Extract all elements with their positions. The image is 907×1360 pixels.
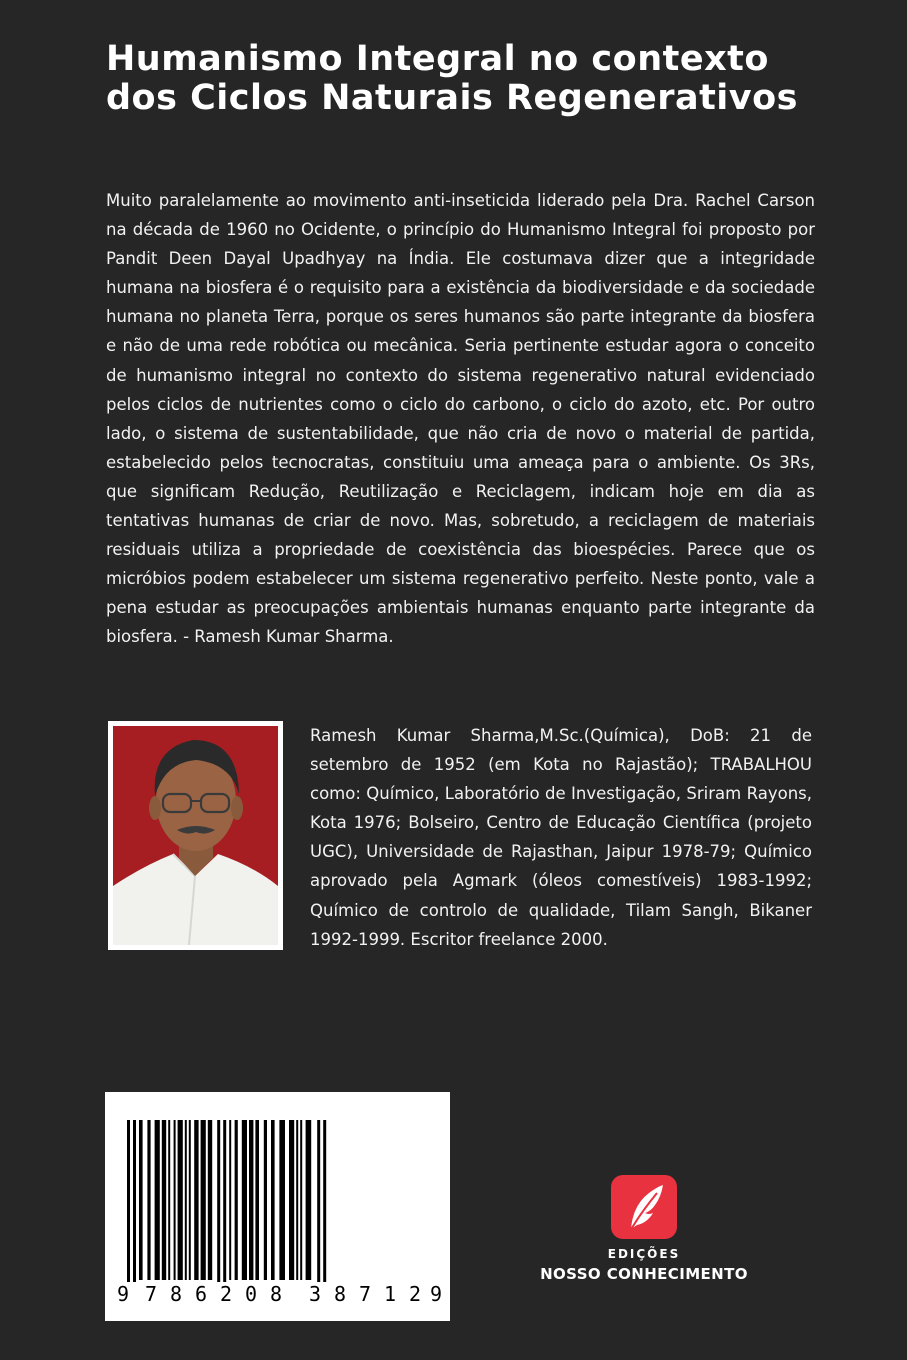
isbn-digit: 3 [309, 1282, 322, 1306]
author-portrait-icon [113, 726, 278, 945]
book-title: Humanismo Integral no contexto dos Ciclos Naturais Regenerativos [106, 39, 798, 118]
feather-icon [611, 1175, 677, 1239]
barcode-bar [133, 1120, 136, 1282]
barcode-bar [185, 1120, 187, 1280]
barcode-bar [217, 1120, 220, 1282]
barcode-bar [223, 1120, 226, 1282]
barcode-bar [264, 1120, 267, 1280]
isbn-number [105, 1282, 450, 1308]
barcode-bar [162, 1120, 166, 1280]
barcode-bar [323, 1120, 326, 1282]
barcode-bar [306, 1120, 312, 1280]
barcode-bar [289, 1120, 294, 1280]
author-biography: Ramesh Kumar Sharma,M.Sc.(Química), DoB: 21 de setembro de 1952 (em Kota no Rajastão); TRABALHOU como: Químico, Laboratório de Investigação, Sriram Rayons, Kota 1976; Bolseiro, Centro de Educação Científica (projeto UGC), Universidade de Rajasthan, Jaipur 1978-79; Químico aprovado pela Agmark (óleos comestíveis) 1983-1992; Químico de controlo de qualidade, Tilam Sangh, Bikaner 1992-1999. Escritor freelance 2000. [310, 726, 812, 949]
publisher-logo [528, 1172, 760, 1292]
barcode-bar [178, 1120, 183, 1280]
isbn-digit: 8 [170, 1282, 183, 1306]
barcode-bar [271, 1120, 275, 1280]
author-photo [108, 721, 283, 950]
isbn-digit: 8 [334, 1282, 347, 1306]
barcode-bar [317, 1120, 320, 1282]
isbn-barcode [105, 1092, 450, 1321]
barcode-bar [249, 1120, 253, 1280]
barcode-bar [168, 1120, 170, 1280]
barcode-bar [139, 1120, 143, 1280]
barcode-bar [208, 1120, 212, 1280]
isbn-digit: 9 [430, 1282, 443, 1306]
isbn-digit: 6 [195, 1282, 208, 1306]
isbn-digit: 2 [220, 1282, 233, 1306]
barcode-bar [201, 1120, 206, 1280]
isbn-digit: 0 [245, 1282, 258, 1306]
isbn-digit: 8 [270, 1282, 283, 1306]
isbn-digit: 2 [409, 1282, 422, 1306]
isbn-digit: 7 [359, 1282, 372, 1306]
barcode-bars [105, 1092, 450, 1282]
barcode-bar [300, 1120, 302, 1280]
barcode-bar [189, 1120, 191, 1280]
barcode-bar [296, 1120, 298, 1280]
barcode-bar [155, 1120, 160, 1280]
isbn-digit: 7 [145, 1282, 158, 1306]
barcode-bar [147, 1120, 150, 1280]
publisher-name: NOSSO CONHECIMENTO [540, 1265, 748, 1283]
barcode-bar [242, 1120, 247, 1280]
book-description: Muito paralelamente ao movimento anti-inseticida liderado pela Dra. Rachel Carson na década de 1960 no Ocidente, o princípio do Humanismo Integral foi proposto por Pandit Deen Dayal Upadhyay na Índia. Ele costumava dizer que a integridade humana na biosfera é o requisito para a existência da biodiversidade e da sociedade humana no planeta Terra, porque os seres humanos são parte integrante da biosfera e não de uma rede robótica ou mecânica. Seria pertinente estudar agora o conceito de humanismo integral no contexto do sistema regenerativo natural evidenciado pelos ciclos de nutrientes como o ciclo do carbono, o ciclo do azoto, etc. Por outro lado, o sistema de sustentabilidade, que não cria de novo o material de partida, estabelecido pelos tecnocratas, constituiu uma ameaça para o ambiente. Os 3Rs, que significam Redução, Reutilização e Reciclagem, indicam hoje em dia as tentativas humanas de criar de novo. Mas, sobretudo, a reciclagem de materiais residuais utiliza a propriedade de coexistência das bioespécies. Parece que os micróbios podem estabelecer um sistema regenerativo perfeito. Neste ponto, vale a pena estudar as preocupações ambientais humanas enquanto parte integrante da biosfera. - Ramesh Kumar Sharma. [106, 191, 815, 647]
barcode-bar [174, 1120, 176, 1280]
barcode-bar [127, 1120, 130, 1282]
barcode-bar [194, 1120, 198, 1280]
barcode-bar [279, 1120, 285, 1280]
barcode-bar [235, 1120, 238, 1280]
barcode-bar [255, 1120, 259, 1280]
barcode-bar [229, 1120, 231, 1280]
isbn-digit: 1 [384, 1282, 397, 1306]
publisher-line1: EDIÇÕES [607, 1247, 681, 1261]
isbn-digit: 9 [117, 1282, 130, 1306]
